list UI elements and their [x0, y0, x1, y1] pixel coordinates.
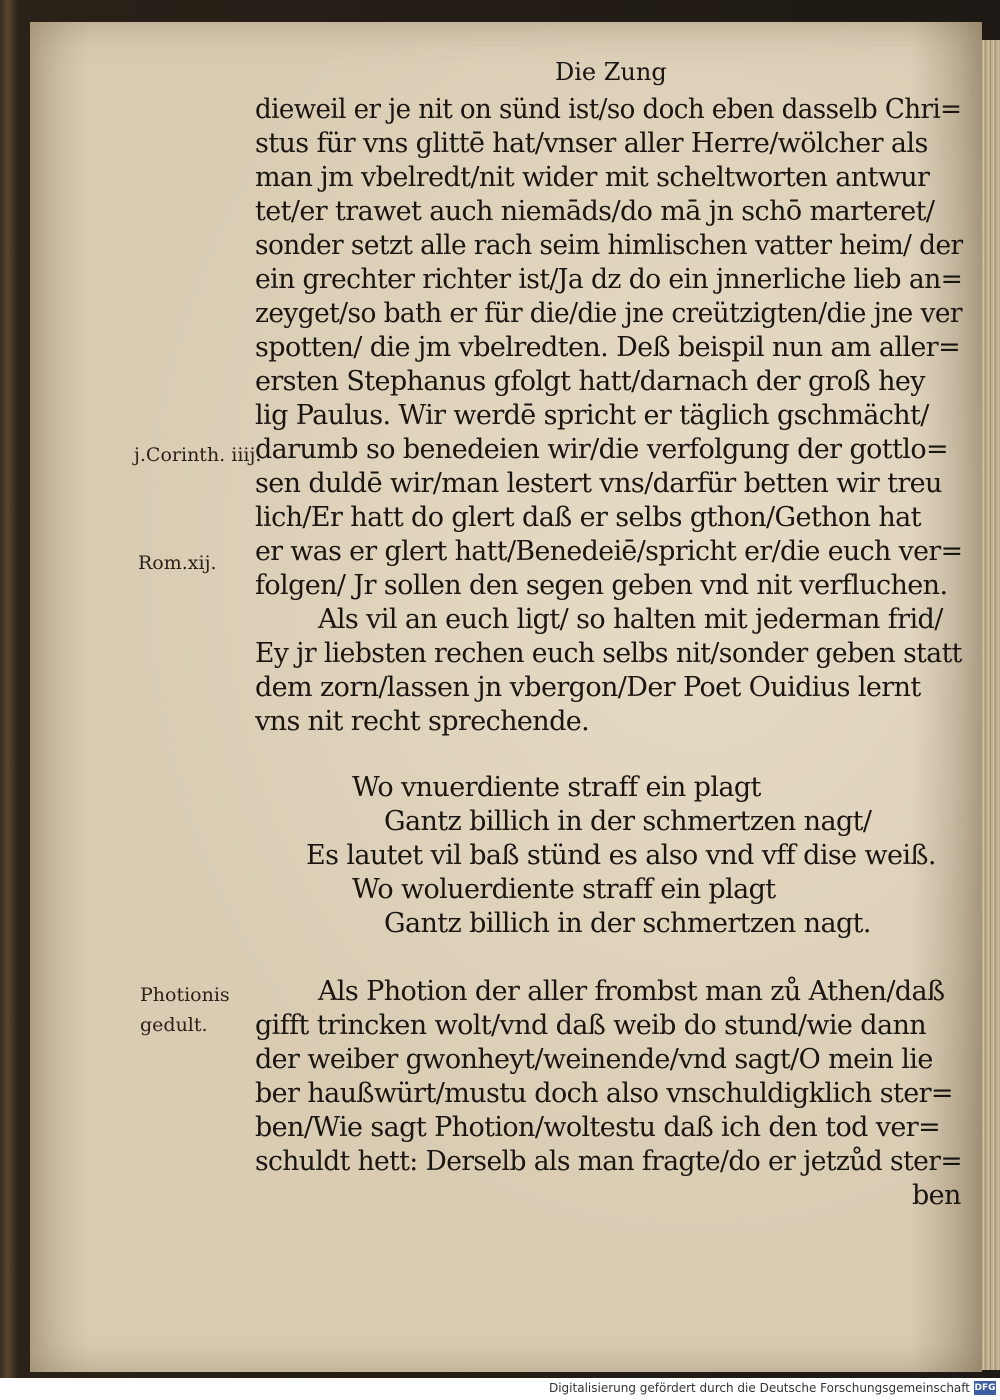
funding-notice: Digitalisierung gefördert durch die Deutsche Forschungsgemeinschaft	[548, 1381, 970, 1395]
text-line: er was er glert hatt/Benedeiē/spricht er/die euch ver=	[255, 536, 963, 567]
verse-line: Wo woluerdiente straff ein plagt	[352, 874, 776, 905]
margin-note: gedult.	[140, 1014, 208, 1036]
text-line: Als Photion der aller frombst man zů Athen/daß	[318, 976, 945, 1007]
text-line: Als vil an euch ligt/ so halten mit jederman frid/	[318, 604, 943, 635]
margin-note: j.Corinth. iiij.	[134, 444, 262, 466]
text-line: dem zorn/lassen jn vbergon/Der Poet Ouidius lernt	[255, 672, 921, 703]
text-line: stus für vns glittē hat/vnser aller Herre/wölcher als	[255, 128, 928, 159]
text-line: sen duldē wir/man lestert vns/darfür betten wir treu	[255, 468, 942, 499]
text-line: darumb so benedeien wir/die verfolgung der gottlo=	[255, 434, 949, 465]
text-line: tet/er trawet auch niemāds/do mā jn schō marteret/	[255, 196, 935, 227]
verse-line: Es lautet vil baß stünd es also vnd vff dise weiß.	[306, 840, 936, 871]
text-line: dieweil er je nit on sünd ist/so doch eben dasselb Chri=	[255, 94, 962, 125]
text-line: lich/Er hatt do glert daß er selbs gthon/Gethon hat	[255, 502, 921, 533]
text-line: lig Paulus. Wir werdē spricht er täglich gschmächt/	[255, 400, 929, 431]
text-line: ben/Wie sagt Photion/woltestu daß ich den tod ver=	[255, 1112, 941, 1143]
footer-bar	[0, 1378, 1000, 1400]
margin-note: Photionis	[140, 984, 230, 1006]
text-line: vns nit recht sprechende.	[255, 706, 590, 737]
verse-line: Gantz billich in der schmertzen nagt.	[384, 908, 871, 939]
text-line: ber haußwürt/mustu doch also vnschuldigklich ster=	[255, 1078, 953, 1109]
verse-line: Gantz billich in der schmertzen nagt/	[384, 806, 872, 837]
text-line: sonder setzt alle rach seim himlischen vatter heim/ der	[255, 230, 963, 261]
running-head: Die Zung	[555, 58, 667, 86]
text-line: der weiber gwonheyt/weinende/vnd sagt/O mein lie	[255, 1044, 933, 1075]
text-line: spotten/ die jm vbelredten. Deß beispil nun am aller=	[255, 332, 961, 363]
verse-line: Wo vnuerdiente straff ein plagt	[352, 772, 761, 803]
text-line: ersten Stephanus gfolgt hatt/darnach der groß hey	[255, 366, 925, 397]
text-line: schuldt hett: Derselb als man fragte/do er jetzůd ster=	[255, 1146, 963, 1177]
text-line: ein grechter richter ist/Ja dz do ein jnnerliche lieb an=	[255, 264, 963, 295]
text-line: gifft trincken wolt/vnd daß weib do stund/wie dann	[255, 1010, 927, 1041]
text-line: man jm vbelredt/nit wider mit scheltworten antwur	[255, 162, 930, 193]
text-line: zeyget/so bath er für die/die jne creützigten/die jne ver	[255, 298, 962, 329]
text-line: folgen/ Jr sollen den segen geben vnd nit verfluchen.	[255, 570, 948, 601]
text-line: Ey jr liebsten rechen euch selbs nit/sonder geben statt	[255, 638, 962, 669]
text-line: ben	[912, 1180, 961, 1211]
dfg-logo-icon: DFG	[974, 1383, 996, 1393]
margin-note: Rom.xij.	[138, 552, 217, 574]
